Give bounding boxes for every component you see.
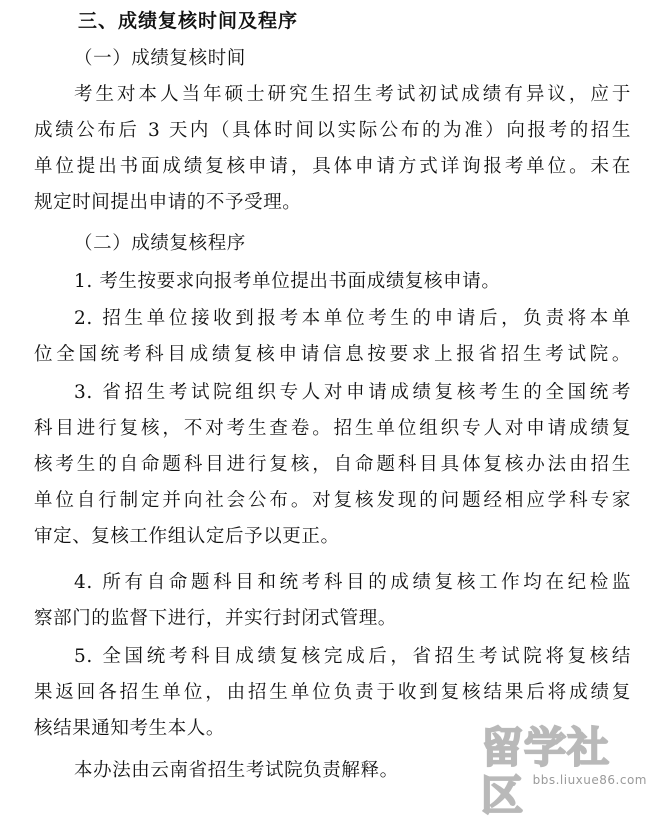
list-item-line: 3. 省招生考试院组织专人对申请成绩复核考生的全国统考: [74, 382, 631, 403]
list-item-line: 果返回各招生单位，由招生单位负责于收到复核结果后将成绩复: [34, 682, 631, 703]
list-item-line: 科目进行复核，不对考生查卷。招生单位组织专人对申请成绩复: [34, 418, 631, 439]
paragraph-line: 考生对本人当年硕士研究生招生考试初试成绩有异议，应于: [74, 84, 631, 105]
paragraph-line: 规定时间提出申请的不予受理。: [34, 192, 302, 213]
subsection-title-time: （一）成绩复核时间: [74, 48, 246, 69]
list-item-line: 5. 全国统考科目成绩复核完成后，省招生考试院将复核结: [74, 646, 631, 667]
list-item-line: 2. 招生单位接收到报考本单位考生的申请后，负责将本单: [74, 308, 631, 329]
list-item-line: 4. 所有自命题科目和统考科目的成绩复核工作均在纪检监: [74, 572, 631, 593]
section-title: 三、成绩复核时间及程序: [78, 10, 299, 32]
list-item-line: 1. 考生按要求向报考单位提出书面成绩复核申请。: [74, 271, 501, 292]
watermark: [481, 723, 653, 820]
closing-statement: 本办法由云南省招生考试院负责解释。: [74, 760, 399, 781]
watermark-title: 留学社区: [481, 723, 611, 820]
subsection-title-procedure: （二）成绩复核程序: [74, 233, 246, 254]
list-item-line: 审定、复核工作组认定后予以更正。: [34, 526, 340, 547]
paragraph-line: 成绩公布后 3 天内（具体时间以实际公布的为准）向报考的招生: [34, 120, 631, 141]
list-item-line: 位全国统考科目成绩复核申请信息按要求上报省招生考试院。: [34, 344, 631, 365]
watermark-url: bbs.liuxue86.com: [532, 773, 647, 787]
list-item-line: 单位自行制定并向社会公布。对复核发现的问题经相应学科专家: [34, 490, 631, 511]
paragraph-line: 单位提出书面成绩复核申请，具体申请方式详询报考单位。未在: [34, 156, 631, 177]
list-item-line: 察部门的监督下进行，并实行封闭式管理。: [34, 608, 397, 629]
list-item-line: 核考生的自命题科目进行复核，自命题科目具体复核办法由招生: [34, 454, 631, 475]
list-item-line: 核结果通知考生本人。: [34, 718, 226, 739]
